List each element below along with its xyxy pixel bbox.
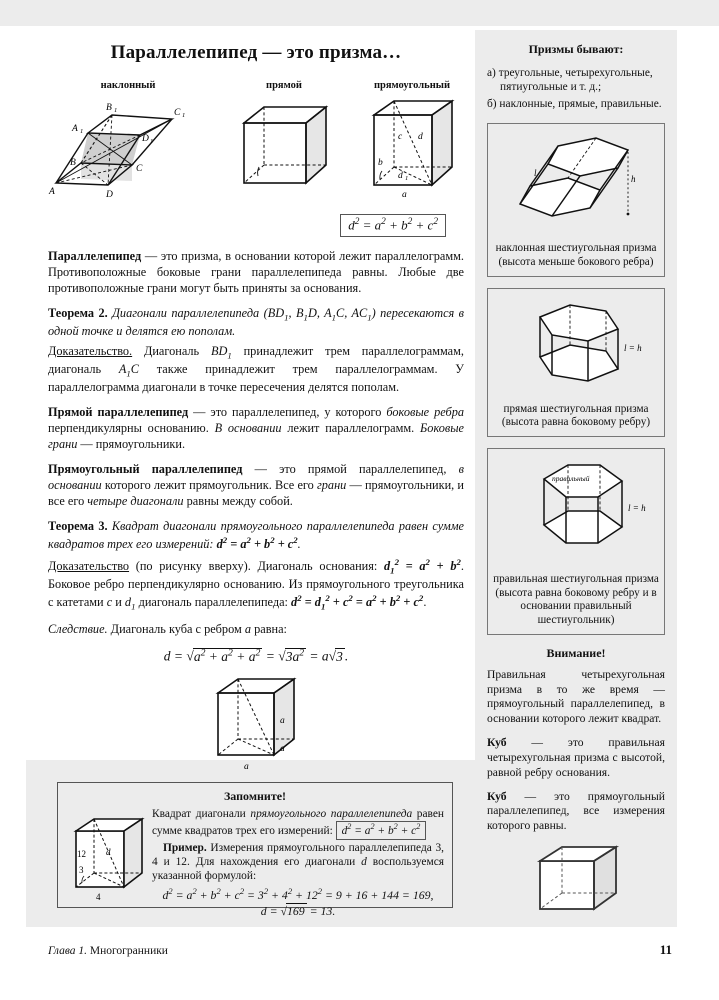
svg-text:C: C xyxy=(136,164,143,174)
sidebar-card-caption: правильная шестиугольная призма (высота равна боковому ребру и в основании правильный шестиугольник) xyxy=(493,573,659,627)
footer-chapter-title: Многогранники xyxy=(87,945,168,957)
svg-text:b: b xyxy=(378,158,383,168)
sidebar-list-item: б) наклонные, прямые, правильные. xyxy=(487,97,662,110)
sidebar-card-right-hex-prism xyxy=(487,288,665,437)
sidebar-card-oblique-hex-prism xyxy=(487,123,665,276)
remember-l1a: Квадрат диагонали xyxy=(152,808,251,820)
theorem-3-text: Квадрат диагонали прямоугольного параллелепипеда равен сумме квадратов трех его измерений: $d^2 = a^2 + b^2 + c^2$. xyxy=(48,519,464,552)
attention-title: Внимание! xyxy=(546,645,606,660)
remember-example xyxy=(152,841,444,884)
corollary-text: Диагональ куба с ребром a равна: xyxy=(107,622,287,637)
sidebar-cube-figure xyxy=(487,843,665,928)
proof-3-text: (по рисунку вверху). Диагональ основания: $d_1^2 = a^2 + b^2$. Боковое ребро перпендикулярно основанию. Из прямоугольного треугольника с катетами c и $d_1$ диагональ параллелепипеда: $d^2 = d_1^2 + c^2 = a^2 + b^2 + c^2$. xyxy=(48,557,464,612)
paragraph-1-text: — это призма, в основании которой лежит параллелограмм. Противоположные боковые грани параллелепипеда равны. Любые две противоположные грани могут быть приняты за основания. xyxy=(48,249,464,296)
sidebar xyxy=(475,30,677,927)
remember-example-text: Измерения прямоугольного параллелепипеда 3, 4 и 12. Для нахождения его диагонали d воспользуемся указанной формулой: xyxy=(152,841,444,883)
theorem-2-label: Теорема 2. xyxy=(48,306,108,321)
regular-label: правильный xyxy=(552,474,590,484)
term-right-parallelepiped: Прямой параллелепипед xyxy=(48,405,189,420)
corollary xyxy=(48,622,464,638)
svg-text:B: B xyxy=(106,103,112,113)
paragraph-right-parallelepiped xyxy=(48,405,464,453)
svg-text:B: B xyxy=(70,158,76,168)
p4-d: равны между собой. xyxy=(183,494,293,509)
remember-example-label: Пример. xyxy=(162,841,207,854)
figure-row xyxy=(48,80,464,208)
corollary-label: Следствие. xyxy=(48,622,108,637)
sidebar-list-item: а) треугольные, четырехугольные, пятиугольные и т. д.; xyxy=(487,67,653,94)
p4-b: которого лежит прямоугольник. Все его xyxy=(101,478,317,493)
p3-em3: Боковые грани xyxy=(48,421,465,452)
p4-em3: четыре диагонали xyxy=(87,494,184,509)
sidebar-title: Призмы бывают: xyxy=(528,42,624,56)
svg-text:3: 3 xyxy=(79,865,84,875)
svg-text:a: a xyxy=(280,743,285,754)
svg-text:4: 4 xyxy=(96,892,101,902)
remember-boxed-formula: $d^2 = a^2 + b^2 + c^2$ xyxy=(336,821,427,839)
attention-p3-rest: — это прямоугольный параллелепипед, все измерения которого равны. xyxy=(487,789,665,833)
svg-text:l: l xyxy=(534,168,537,179)
figure-oblique xyxy=(48,80,208,208)
attention-paragraph-2 xyxy=(487,736,665,780)
svg-text:A: A xyxy=(72,124,78,134)
term-cube-1: Куб xyxy=(487,736,507,750)
p4-em1: в основании xyxy=(48,462,464,493)
theorem-3-label: Теорема 3. xyxy=(48,519,108,534)
figure-rect-caption: прямоугольный xyxy=(373,80,451,91)
sidebar-cube-drawing xyxy=(520,843,632,923)
svg-text:d: d xyxy=(398,171,403,181)
remember-calc-2: d = √169 = 13. xyxy=(260,904,336,919)
svg-text:D: D xyxy=(142,134,149,144)
svg-text:c: c xyxy=(398,132,403,142)
p3-em1: боковые ребра xyxy=(386,405,464,420)
regular-prism-label: l = h xyxy=(628,503,646,514)
regular-hex-prism-drawing xyxy=(500,455,652,565)
page-number: 11 xyxy=(659,942,672,957)
cube-diagonal-formula: $d = √a^2 + a^2 + a^2 = √3a^2 = a√3$ . xyxy=(163,647,349,664)
footer-chapter-number: Глава 1. xyxy=(48,945,87,957)
svg-text:d: d xyxy=(106,847,111,857)
term-rect-parallelepiped: Прямоугольный параллелепипед xyxy=(48,462,243,477)
svg-text:a: a xyxy=(244,761,249,772)
remember-line-1 xyxy=(152,807,444,840)
svg-text:1: 1 xyxy=(80,128,84,135)
page-title: Параллелепипед — это призма… xyxy=(110,42,402,63)
svg-text:a: a xyxy=(280,715,285,726)
attention-p2-rest: — это правильная четырехугольная призма с высотой, равной ребру основания. xyxy=(487,736,665,779)
remember-title: Запомните! xyxy=(223,789,287,803)
svg-text:C: C xyxy=(174,108,181,118)
p4-em2: грани xyxy=(316,478,347,493)
footer-chapter xyxy=(48,945,168,957)
p3-d: — прямоугольники. xyxy=(77,437,186,452)
theorem-2-text: Диагонали параллелепипеда ($BD_1$, $B_1D$, $A_1C$, $AC_1$) пересекаются в одной точке и делятся ею пополам. xyxy=(48,306,465,339)
diagonal-formula-row xyxy=(48,214,446,237)
theorem-2 xyxy=(48,306,464,340)
sidebar-card-caption: прямая шестиугольная призма (высота равна боковому ребру) xyxy=(501,402,651,429)
svg-text:1: 1 xyxy=(150,138,154,145)
p3-b: перпендикулярны основанию. xyxy=(48,421,215,436)
paragraph-rect-parallelepiped xyxy=(48,462,464,510)
attention-paragraph-1: Правильная четырехугольная призма в то же время — прямоугольный параллелепипед, в основании которого лежит квадрат. xyxy=(487,667,665,726)
cube-figure-wrap xyxy=(48,669,464,778)
svg-text:1: 1 xyxy=(405,175,409,182)
p3-em2: В основании xyxy=(214,421,282,436)
figure-rectangular xyxy=(360,80,464,204)
top-grey-band xyxy=(0,0,719,26)
p4-c: — прямоугольники, и все его xyxy=(48,478,464,509)
svg-text:D: D xyxy=(106,190,113,200)
proof-2-label: Доказательство. xyxy=(48,344,133,359)
proof-3-label: Доказательство xyxy=(48,559,130,574)
main-column xyxy=(48,36,464,778)
sidebar-card-regular-hex-prism xyxy=(487,448,665,635)
remember-text xyxy=(152,807,444,919)
proof-2-text: Диагональ $BD_1$ принадлежит трем параллелограммам, диагональ $A_1C$ также принадлежит трем параллелограммам. У параллелограмма диагонали в точке пересечения делятся пополам. xyxy=(48,344,464,395)
theorem-3 xyxy=(48,519,464,553)
svg-text:A: A xyxy=(49,187,55,197)
sidebar-card-caption: наклонная шестиугольная призма (высота меньше бокового ребра) xyxy=(495,242,657,269)
attention-paragraph-3 xyxy=(487,790,665,834)
paragraph-parallelepiped-definition xyxy=(48,249,464,297)
oblique-hex-prism-drawing xyxy=(500,130,652,234)
cube-drawing xyxy=(202,669,310,773)
term-cube-2: Куб xyxy=(487,789,507,803)
svg-text:h: h xyxy=(631,174,636,185)
p3-c: лежит параллелограмм. xyxy=(281,421,421,436)
diagonal-formula: $d^2 = a^2 + b^2 + c^2$ xyxy=(340,214,446,237)
figure-right-caption: прямой xyxy=(266,80,302,91)
svg-text:1: 1 xyxy=(114,107,118,114)
svg-text:a: a xyxy=(402,190,407,199)
remember-calc-1: $d^2 = a^2 + b^2 + c^2 = 3^2 + 4^2 + 12^2 = 9 + 16 + 144 = 169$, xyxy=(162,885,434,902)
right-hex-prism-drawing xyxy=(500,295,652,395)
figure-right-prism xyxy=(228,80,340,204)
remember-l1b: равен сумме квадратов трех его измерений: xyxy=(152,808,444,838)
right-prism-label: l = h xyxy=(624,342,642,353)
page-footer xyxy=(48,942,672,958)
remember-l1em: прямоугольного параллелепипеда xyxy=(250,808,413,820)
svg-text:1: 1 xyxy=(182,112,186,119)
proof-2 xyxy=(48,344,464,396)
remember-figure xyxy=(66,807,152,908)
p3-a: — это параллелепипед, у которого xyxy=(188,405,387,420)
labelled-box-drawing xyxy=(66,811,150,903)
remember-box xyxy=(57,782,453,919)
p4-a: — это прямой параллелепипед, xyxy=(242,462,459,477)
svg-text:12: 12 xyxy=(77,849,86,859)
oblique-parallelepiped-drawing xyxy=(48,93,208,203)
right-parallelepiped-drawing xyxy=(228,93,340,199)
rectangular-parallelepiped-drawing xyxy=(360,93,464,199)
term-parallelepiped: Параллелепипед xyxy=(48,249,142,264)
sidebar-list xyxy=(487,66,665,111)
proof-3 xyxy=(48,557,464,613)
svg-text:d: d xyxy=(418,132,423,142)
figure-oblique-caption: наклонный xyxy=(100,80,156,91)
